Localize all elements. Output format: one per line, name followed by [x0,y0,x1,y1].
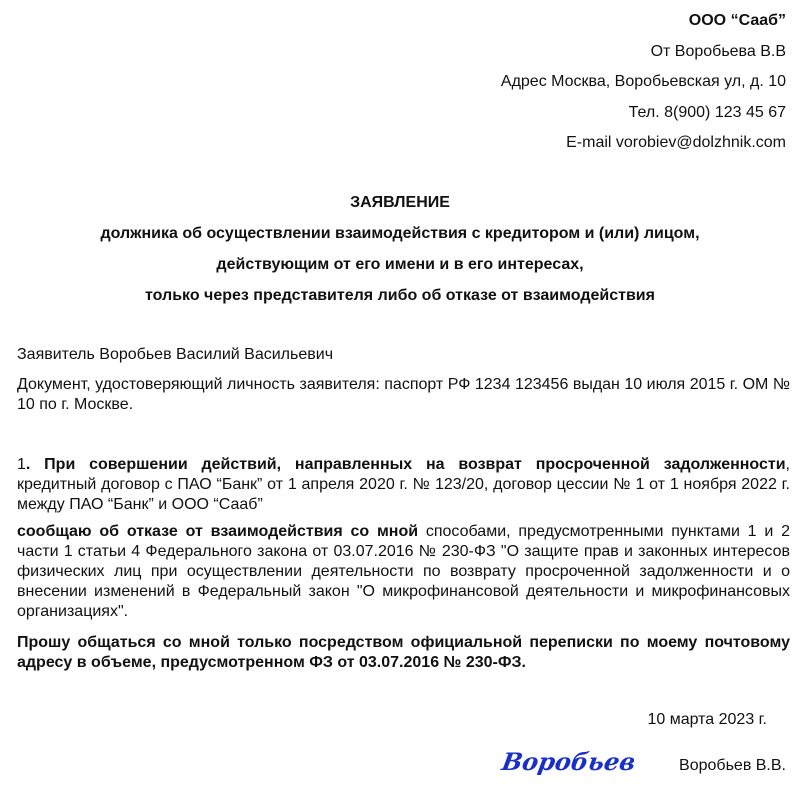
document-subtitle-line-2: действующим от его имени и в его интересах, [216,256,584,273]
document-subtitle-line-3: только через представителя либо об отказе от взаимодействия [145,287,655,304]
handwritten-signature [499,740,638,780]
sender-phone: Тел. 8(900) 123 45 67 [628,104,786,121]
paragraph-1-number: 1 [17,456,26,473]
document-date: 10 марта 2023 г. [647,711,767,728]
applicant-document: Документ, удостоверяющий личность заявителя: паспорт РФ 1234 123456 выдан 10 июля 2015 г. ОМ № 10 по г. Москве. [17,376,790,413]
applicant-name: Заявитель Воробьев Василий Васильевич [17,346,334,363]
paragraph-2 [17,522,790,622]
sender-address: Адрес Москва, Воробьевская ул, д. 10 [500,73,786,90]
paragraph-1 [17,455,790,515]
paragraph-1-bold: . При совершении действий, направленных на возврат просроченной задолженности [25,456,786,473]
document-title: ЗАЯВЛЕНИЕ [350,194,450,211]
sender-email: E-mail vorobiev@dolzhnik.com [566,134,786,151]
svg-text:Воробьев: Воробьев [499,747,638,776]
signer-name: Воробьев В.В. [679,757,786,774]
document-subtitle-line-1: должника об осуществлении взаимодействия с кредитором и (или) лицом, [100,225,700,242]
company-name: ООО “Сааб” [688,12,786,29]
sender-name: От Воробьева В.В [650,43,786,60]
paragraph-3: Прошу общаться со мной только посредством официальной переписки по моему почтовому адресу в объеме, предусмотренном ФЗ от 03.07.2016 № 230-ФЗ. [17,634,790,671]
paragraph-2-bold: сообщаю об отказе от взаимодействия со мной [17,523,419,540]
paragraph-2-text: способами, предусмотренными пунктами 1 и 2 части 1 статьи 4 Федерального закона от 03.07.2016 № 230-ФЗ "О защите прав и законных интересов физических лиц при осуществлении деятельности по возврату просроченной задолженности и о внесении изменений в Федеральный закон "О микрофинансовой деятельности и микрофинансовых организациях". [17,523,790,620]
paragraph-1-text: , кредитный договор с ПАО “Банк” от 1 апреля 2020 г. № 123/20, договор цессии № 1 от 1 ноября 2022 г. между ПАО “Банк” и ООО “Сааб” [17,456,790,513]
